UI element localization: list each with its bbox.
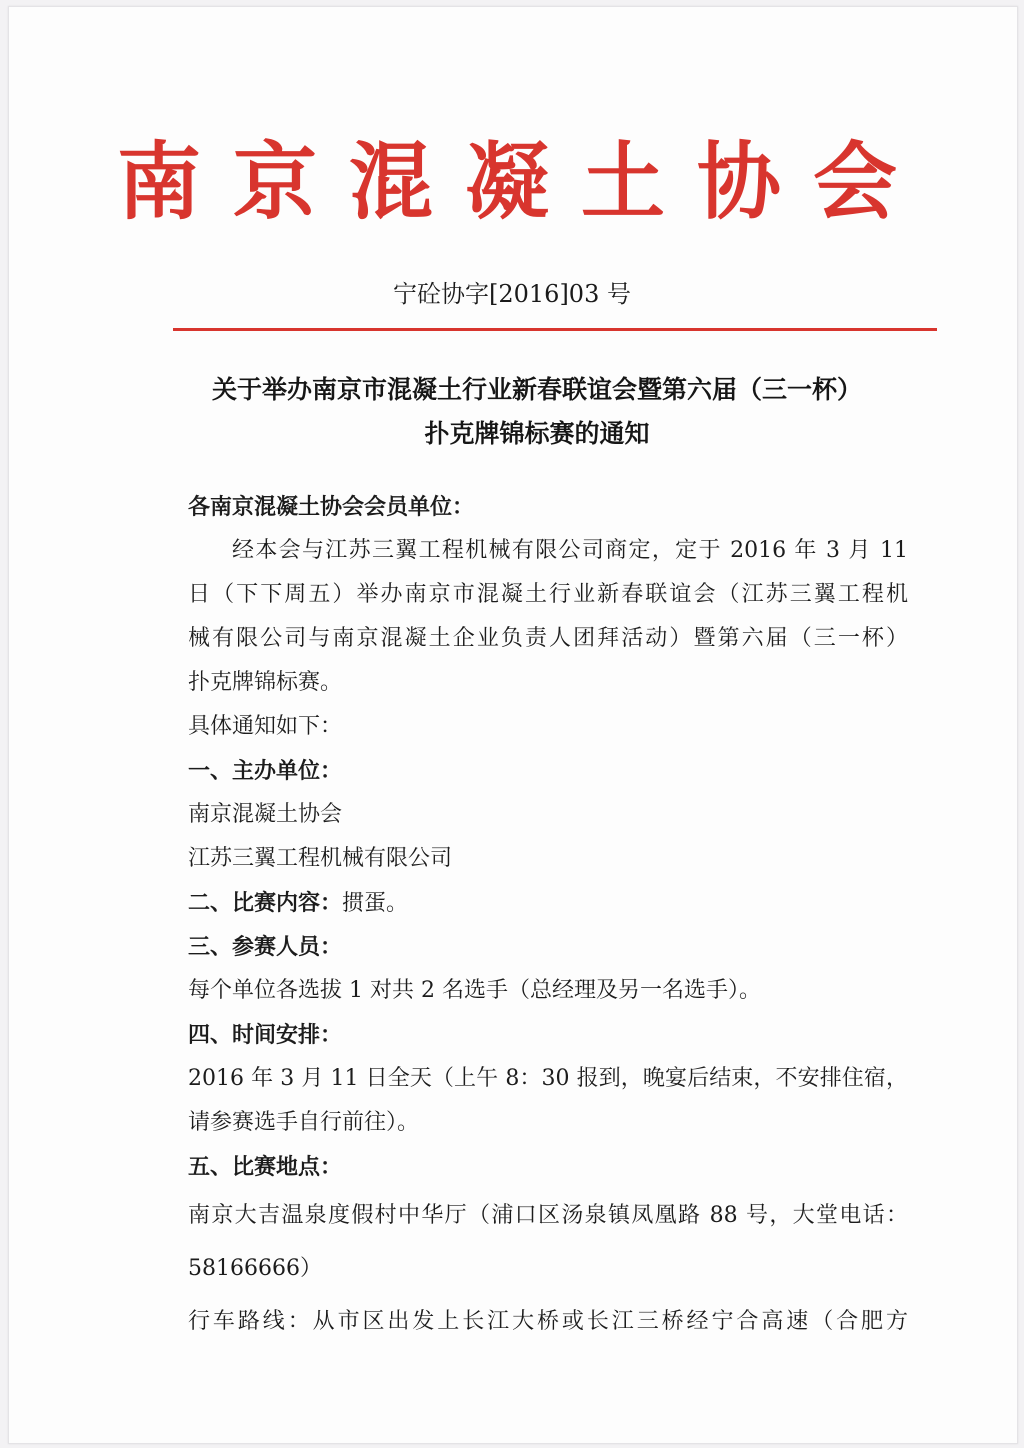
section-5-line-2: 58166666） xyxy=(188,1256,322,1281)
section-2-heading: 二、比赛内容： xyxy=(188,890,343,916)
notice-lead: 具体通知如下： xyxy=(188,714,343,739)
document-number: 宁砼协字[2016]03 号 xyxy=(393,280,631,308)
section-5-line-1: 南京大吉温泉度假村中华厅（浦口区汤泉镇凤凰路 88 号，大堂电话： xyxy=(188,1203,908,1228)
section-3-text: 每个单位各选拔 1 对共 2 名选手（总经理及另一名选手）。 xyxy=(188,978,761,1003)
section-2-value: 掼蛋。 xyxy=(342,891,409,916)
section-4-heading: 四、时间安排： xyxy=(188,1022,343,1048)
organizer-item: 南京混凝土协会 xyxy=(188,802,343,827)
notice-title-line-1: 关于举办南京市混凝土行业新春联谊会暨第六届（三一杯） xyxy=(211,375,862,404)
notice-body xyxy=(188,485,908,1348)
section-3-heading: 三、参赛人员： xyxy=(188,934,343,960)
salutation: 各南京混凝土协会会员单位： xyxy=(188,494,475,520)
letterhead-divider xyxy=(173,328,937,331)
route-line: 行车路线：从市区出发上长江大桥或长江三桥经宁合高速（合肥方 xyxy=(188,1309,908,1334)
intro-line-2: 日（下下周五）举办南京市混凝土行业新春联谊会（江苏三翼工程机 xyxy=(188,582,908,607)
section-1-heading: 一、主办单位： xyxy=(188,758,343,784)
intro-line-4: 扑克牌锦标赛。 xyxy=(188,670,343,695)
notice-title xyxy=(150,368,924,456)
intro-line-3: 械有限公司与南京混凝土企业负责人团拜活动）暨第六届（三一杯） xyxy=(188,626,908,651)
section-4-line-2: 请参赛选手自行前往）。 xyxy=(188,1110,420,1135)
letterhead-org-name: 南京混凝土协会 xyxy=(116,132,929,231)
notice-title-line-2: 扑克牌锦标赛的通知 xyxy=(424,419,650,448)
organizer-item: 江苏三翼工程机械有限公司 xyxy=(188,846,453,871)
section-5-heading: 五、比赛地点： xyxy=(188,1154,343,1180)
section-2-row xyxy=(188,881,908,925)
section-4-line-1: 2016 年 3 月 11 日全天（上午 8：30 报到，晚宴后结束，不安排住宿， xyxy=(188,1066,908,1091)
intro-line-1: 经本会与江苏三翼工程机械有限公司商定，定于 2016 年 3 月 11 xyxy=(232,538,908,563)
